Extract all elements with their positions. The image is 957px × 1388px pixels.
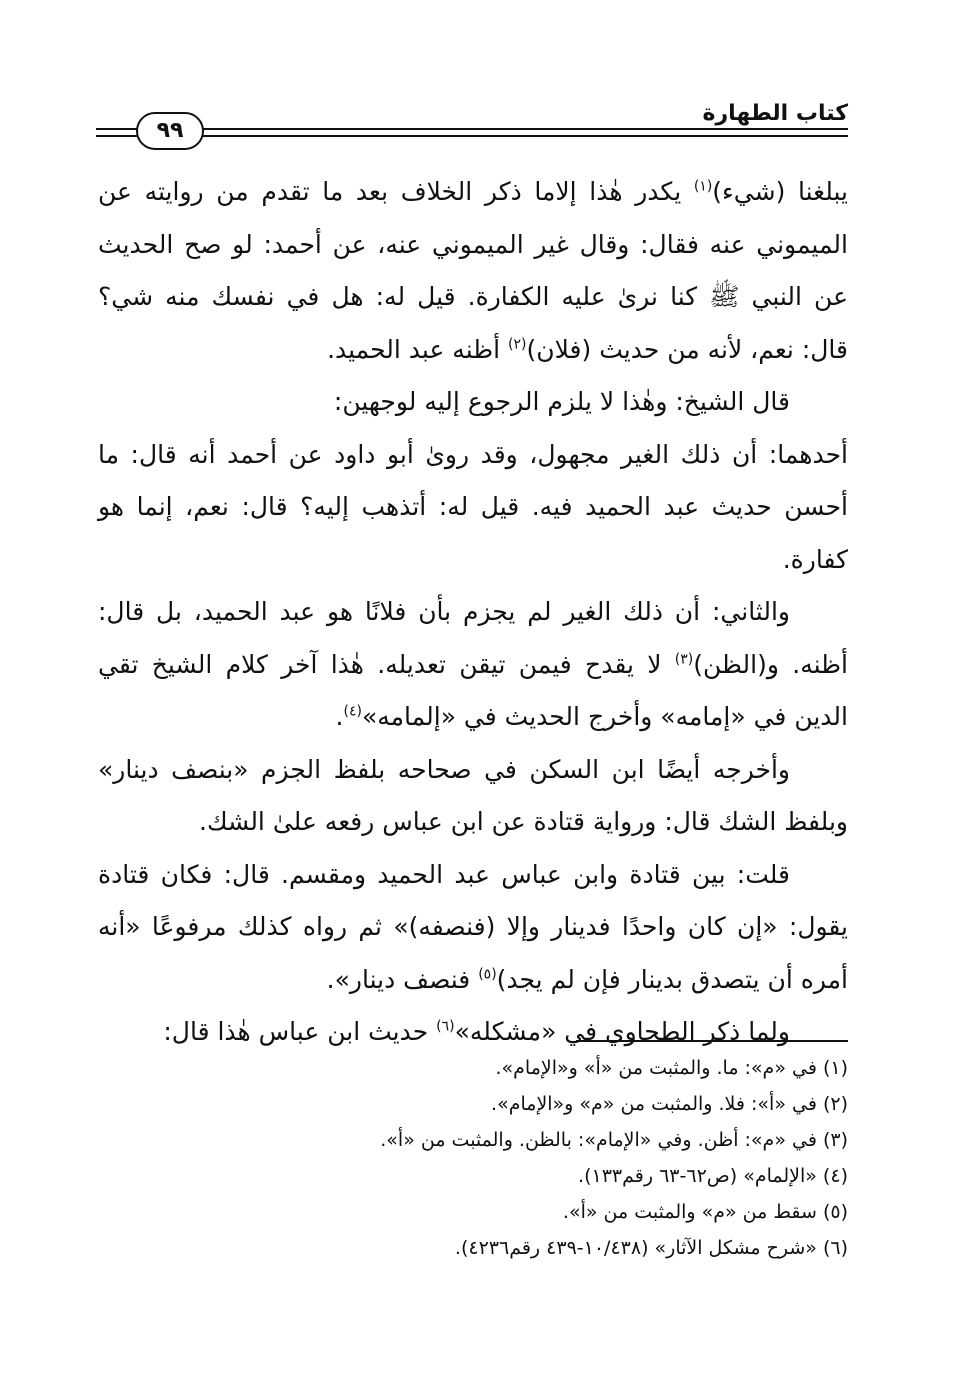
footnote-3: (٣) في «م»: أظن. وفي «الإمام»: بالظن. والمثبت من «أ».: [380, 1129, 848, 1151]
footnote-marker-5: (٥): [478, 966, 497, 983]
text-run: فنصف دينار».: [326, 964, 479, 994]
page-number-badge: [136, 112, 204, 150]
text-run: يكدر هٰذا إلاما ذكر الخلاف بعد ما تقدم من روايته عن الميموني عنه فقال: وقال غير الميموني عنه، عن أحمد: لو صح الحديث عن النبي ﷺ كنا نرىٰ عليه الكفارة. قيل له: هل في نفسك منه شي؟ قال: نعم، لأنه من حديث (فلان): [98, 177, 848, 364]
footnote-marker-2: (٢): [508, 336, 527, 353]
footnote-5: (٥) سقط من «م» والمثبت من «أ».: [562, 1201, 848, 1223]
footnotes: [98, 1050, 848, 1266]
text-run: حديث ابن عباس هٰذا قال:: [163, 1017, 437, 1046]
footnote-1: (١) في «م»: ما. والمثبت من «أ» و«الإمام».: [495, 1057, 848, 1079]
header-rule-top: [96, 128, 848, 130]
footnote-6: (٦) «شرح مشكل الآثار» (١٠/٤٣٨-٤٣٩ رقم٤٢٣٦).: [454, 1237, 848, 1259]
paragraph-5: وأخرجه أيضًا ابن السكن في صحاحه بلفظ الجزم «بنصف دينار» وبلفظ الشك قال: ورواية قتادة عن ابن عباس رفعه علىٰ الشك.: [98, 754, 848, 836]
text-run: يبلغنا (شيء): [712, 177, 849, 206]
paragraph-1: [98, 166, 848, 376]
paragraph-4: [98, 586, 848, 744]
footnote-separator: [576, 1040, 848, 1042]
paragraph-2: قال الشيخ: وهٰذا لا يلزم الرجوع إليه لوجهين:: [333, 387, 790, 416]
text-run: .: [335, 702, 344, 731]
text-run: ولما ذكر الطحاوي في «مشكله»: [454, 1017, 790, 1046]
text-run: والثاني: أن ذلك الغير لم يجزم بأن فلانًا هو عبد الحميد، بل قال: أظنه. و(الظن): [98, 597, 848, 679]
running-header: [96, 98, 848, 156]
footnote-marker-4: (٤): [343, 703, 362, 720]
text-run: أظنه عبد الحميد.: [327, 334, 509, 364]
main-text: [98, 166, 848, 1059]
text-run: قلت: بين قتادة وابن عباس عبد الحميد ومقسم. قال: فكان قتادة يقول: «إن كان واحدًا فدينار وإلا (فنصفه)» ثم رواه كذلك مرفوعًا «أنه أمره أن يتصدق بدينار فإن لم يجد): [98, 859, 848, 994]
running-title: كتاب الطهارة: [702, 101, 848, 126]
header-rule-bottom: [96, 135, 848, 137]
footnote-2: (٢) في «أ»: فلا. والمثبت من «م» و«الإمام».: [491, 1093, 848, 1115]
footnote-4: (٤) «الإلمام» (ص٦٢-٦٣ رقم١٣٣).: [578, 1165, 848, 1187]
paragraph-3: أحدهما: أن ذلك الغير مجهول، وقد روىٰ أبو داود عن أحمد أنه قال: ما أحسن حديث عبد الحميد فيه. قيل له: أتذهب إليه؟ قال: نعم، إنما هو كفارة.: [98, 439, 848, 574]
text-run: لا يقدح فيمن تيقن تعديله. هٰذا آخر كلام الشيخ تقي الدين في «إمامه» وأخرج الحديث في «إلمامه»: [98, 649, 848, 731]
footnote-marker-3: (٣): [674, 651, 694, 668]
footnote-marker-1: (١): [693, 178, 713, 195]
footnote-marker-6: (٦): [436, 1018, 455, 1035]
page-number: ٩٩: [156, 118, 184, 143]
paragraph-6: [98, 849, 848, 1007]
